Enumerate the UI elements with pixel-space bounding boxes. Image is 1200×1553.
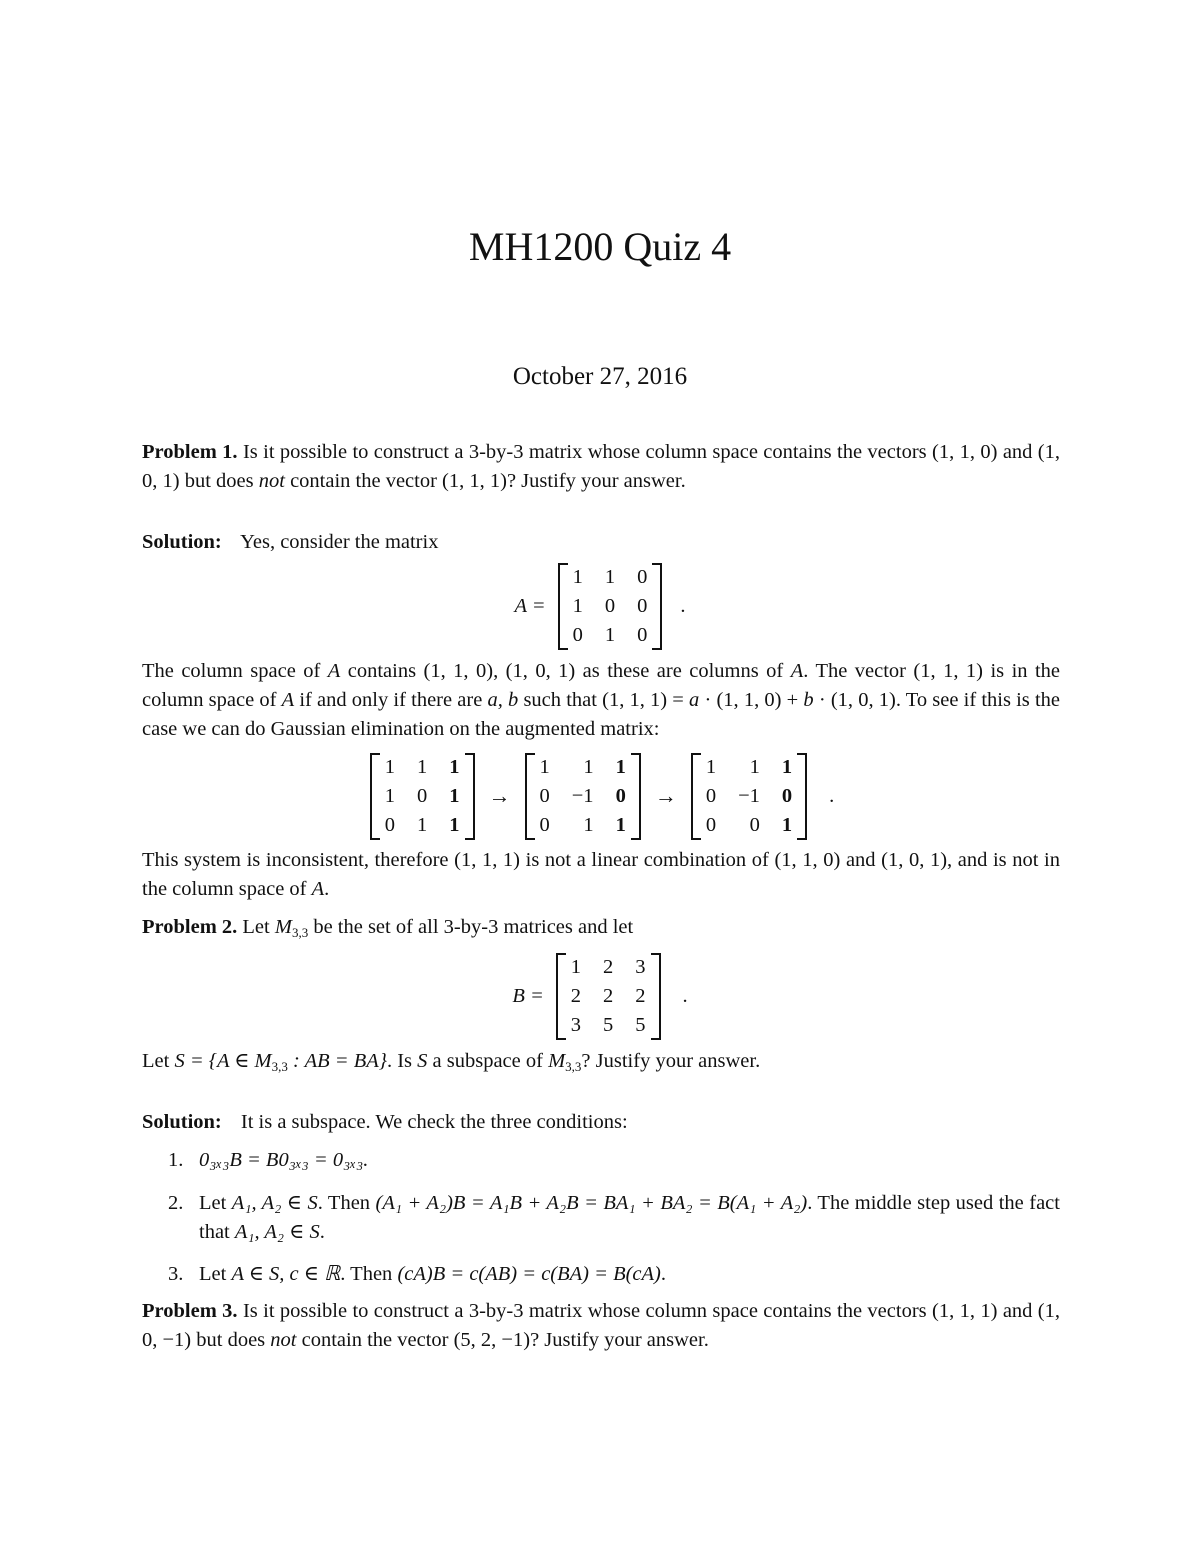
matrix-cell: 0: [637, 565, 648, 588]
matrix-cell: −1: [571, 784, 594, 807]
item-3-number: 3.: [168, 1263, 184, 1285]
matrix-cell: 0: [384, 813, 395, 836]
matrix-cell: 0: [539, 813, 550, 836]
item-2-m2: (A₁ + A₂)B = A₁B + A₂B = BA₁ + BA₂ = B(A₁ + A₂): [375, 1192, 808, 1214]
item-3-a: Let: [199, 1263, 232, 1285]
problem-2-q-d: ? Justify your answer.: [581, 1050, 761, 1072]
problem-1-label: Problem 1.: [142, 441, 238, 463]
problem-3-text-b: contain the vector (5, 2, −1)? Justify your answer.: [296, 1329, 709, 1351]
matrix-cell: 5: [635, 1013, 646, 1036]
solution-2-intro-text: It is a subspace. We check the three conditions:: [240, 1111, 628, 1133]
gaussian-end: .: [829, 784, 835, 807]
solution-1-para-c: . The vector (1, 1, 1) is in the column space of: [142, 660, 1061, 711]
matrix-cell: 3: [635, 955, 646, 978]
problem-3-emph: not: [270, 1329, 297, 1351]
item-3-c: .: [660, 1263, 666, 1285]
matrix-b-label: B =: [512, 984, 544, 1007]
item-2-a: Let: [199, 1192, 232, 1214]
problem-3: [142, 1297, 1060, 1355]
matrix-cell: 2: [635, 984, 646, 1007]
problem-2-label: Problem 2.: [142, 916, 238, 938]
matrix-cell: 1: [615, 755, 626, 778]
matrix-cell: 5: [603, 1013, 614, 1036]
solution-1-para-a: The column space of: [142, 660, 328, 682]
matrix-a-equation: [0, 562, 1200, 650]
matrix-cell: 1: [417, 755, 428, 778]
problem-2-q-set: S = {A ∈ M: [174, 1050, 272, 1072]
problem-3-label: Problem 3.: [142, 1300, 238, 1322]
matrix-b-grid: [566, 953, 651, 1040]
problem-2-text-b: be the set of all 3-by-3 matrices and let: [308, 916, 634, 938]
problem-2-q-set-b: : AB = BA}: [287, 1050, 387, 1072]
matrix-cell: 1: [583, 755, 594, 778]
problem-2-q-c: a subspace of: [427, 1050, 549, 1072]
solution-2-item-3: [168, 1260, 1060, 1289]
solution-1-paragraph: [142, 657, 1060, 744]
item-2-m1: A₁, A₂ ∈ S: [231, 1192, 318, 1214]
solution-2-item-2: [168, 1189, 1060, 1247]
solution-1-conclusion: [142, 846, 1060, 904]
solution-1-intro: [142, 528, 1060, 557]
matrix-cell: 0: [749, 813, 760, 836]
problem-1-emph: not: [258, 470, 285, 492]
matrix-cell: 1: [705, 755, 717, 778]
item-3-m1: A ∈ S, c ∈ ℝ: [231, 1263, 341, 1285]
solution-1-para-g: · (1, 0, 1). To see if this is the case we can do Gaussian elimination on the augmented matrix:: [142, 689, 1061, 740]
problem-2-q-sub2: 3,3: [565, 1059, 582, 1074]
matrix-cell: 1: [449, 813, 460, 836]
matrix-cell: 1: [449, 784, 460, 807]
augmented-matrix-2: [525, 753, 641, 840]
matrix-cell: 0: [539, 784, 550, 807]
matrix-b: [556, 953, 661, 1040]
matrix-cell: 1: [539, 755, 550, 778]
problem-2: [142, 913, 1060, 942]
solution-1-para-b: contains (1, 1, 0), (1, 0, 1) as these are columns of: [340, 660, 791, 682]
matrix-cell: 0: [781, 784, 793, 807]
problem-2-q-b: . Is: [386, 1050, 418, 1072]
matrix-cell: 0: [604, 594, 616, 617]
matrix-cell: −1: [738, 784, 760, 807]
matrix-cell: 0: [637, 594, 648, 617]
matrix-cell: 1: [384, 755, 395, 778]
problem-2-q-s: S: [417, 1050, 428, 1072]
augmented-matrix-1-grid: [380, 753, 465, 840]
problem-2-q-m: M: [548, 1050, 566, 1072]
solution-1-para-f: · (1, 1, 0) +: [699, 689, 804, 711]
matrix-b-end: .: [682, 984, 688, 1007]
problem-2-q-a: Let: [142, 1050, 175, 1072]
augmented-matrix-3-grid: [701, 753, 797, 840]
augmented-matrix-1: [370, 753, 475, 840]
solution-1-conclusion-var: A: [311, 878, 325, 900]
augmented-matrix-2-grid: [535, 753, 631, 840]
item-2-c: . The middle step used the fact that: [199, 1192, 1060, 1243]
matrix-cell: 1: [570, 955, 582, 978]
solution-1-label: Solution:: [142, 531, 222, 553]
matrix-cell: 1: [615, 813, 626, 836]
matrix-cell: 2: [570, 984, 582, 1007]
solution-1-conclusion-text: This system is inconsistent, therefore (1, 1, 1) is not a linear combination of (1, 1, 0) and (1, 0, 1), and is not in the column space of: [142, 849, 1060, 900]
matrix-a: [558, 563, 663, 650]
problem-1-text-b: contain the vector (1, 1, 1)? Justify your answer.: [284, 470, 686, 492]
solution-2-label: Solution:: [142, 1111, 222, 1133]
matrix-cell: 1: [583, 813, 594, 836]
solution-1-conclusion-end: .: [324, 878, 330, 900]
matrix-a-grid: [568, 563, 653, 650]
solution-1-var-a2: A: [790, 660, 804, 682]
matrix-cell: 1: [604, 565, 616, 588]
problem-2-subscript: 3,3: [291, 925, 309, 940]
matrix-cell: 1: [749, 755, 760, 778]
matrix-cell: 0: [637, 623, 648, 646]
problem-3-text-a: Is it possible to construct a 3-by-3 matrix whose column space contains the vectors (1, 1, 1) and (1, 0, −1) but does: [142, 1300, 1061, 1351]
matrix-cell: 3: [570, 1013, 582, 1036]
matrix-cell: 1: [449, 755, 460, 778]
gaussian-elimination: [0, 752, 1200, 840]
item-2-d: .: [319, 1221, 325, 1243]
item-3-m2: (cA)B = c(AB) = c(BA) = B(cA): [397, 1263, 661, 1285]
problem-1-text-a: Is it possible to construct a 3-by-3 matrix whose column space contains the vectors (1, 1, 0) and (1, 0, 1) but does: [142, 441, 1061, 492]
solution-2-item-1: [168, 1146, 1060, 1175]
solution-1-intro-text: Yes, consider the matrix: [240, 531, 439, 553]
matrix-cell: 0: [705, 813, 717, 836]
problem-2-var-m: M: [274, 916, 292, 938]
solution-2-intro: [142, 1108, 1060, 1137]
matrix-cell: 2: [603, 955, 614, 978]
solution-1-para-d: if and only if there are: [294, 689, 488, 711]
augmented-matrix-3: [691, 753, 807, 840]
matrix-cell: 0: [705, 784, 717, 807]
item-1-number: 1.: [168, 1149, 184, 1171]
problem-2-text-a: Let: [242, 916, 275, 938]
matrix-cell: 0: [572, 623, 583, 646]
solution-1-var-b: b: [803, 689, 814, 711]
matrix-cell: 1: [384, 784, 395, 807]
solution-1-var-a3: A: [281, 689, 295, 711]
matrix-a-label: A =: [514, 594, 546, 617]
item-1-text: 0₃ₓ₃B = B0₃ₓ₃ = 0₃ₓ₃.: [199, 1149, 369, 1171]
solution-1-var-a1: A: [327, 660, 341, 682]
matrix-cell: 1: [417, 813, 428, 836]
problem-1: [142, 438, 1060, 496]
matrix-cell: 1: [572, 594, 583, 617]
problem-2-question: [142, 1047, 1060, 1076]
matrix-cell: 1: [781, 813, 793, 836]
item-2-b: . Then: [317, 1192, 376, 1214]
item-2-m3: A₁, A₂ ∈ S: [234, 1221, 320, 1243]
solution-1-para-e: such that (1, 1, 1) =: [518, 689, 690, 711]
matrix-a-end: .: [680, 594, 686, 617]
arrow-icon: →: [654, 783, 677, 808]
solution-1-var-ab: a, b: [487, 689, 519, 711]
matrix-cell: 1: [572, 565, 583, 588]
matrix-b-equation: [0, 952, 1200, 1040]
item-2-number: 2.: [168, 1192, 184, 1214]
matrix-cell: 1: [781, 755, 793, 778]
matrix-cell: 1: [604, 623, 616, 646]
problem-2-q-sub: 3,3: [271, 1059, 288, 1074]
matrix-cell: 0: [417, 784, 428, 807]
document-date: October 27, 2016: [512, 363, 688, 390]
solution-1-var-a: a: [689, 689, 700, 711]
matrix-cell: 2: [603, 984, 614, 1007]
item-3-b: . Then: [340, 1263, 398, 1285]
matrix-cell: 0: [615, 784, 626, 807]
document-title: MH1200 Quiz 4: [468, 224, 732, 269]
arrow-icon: →: [488, 783, 511, 808]
